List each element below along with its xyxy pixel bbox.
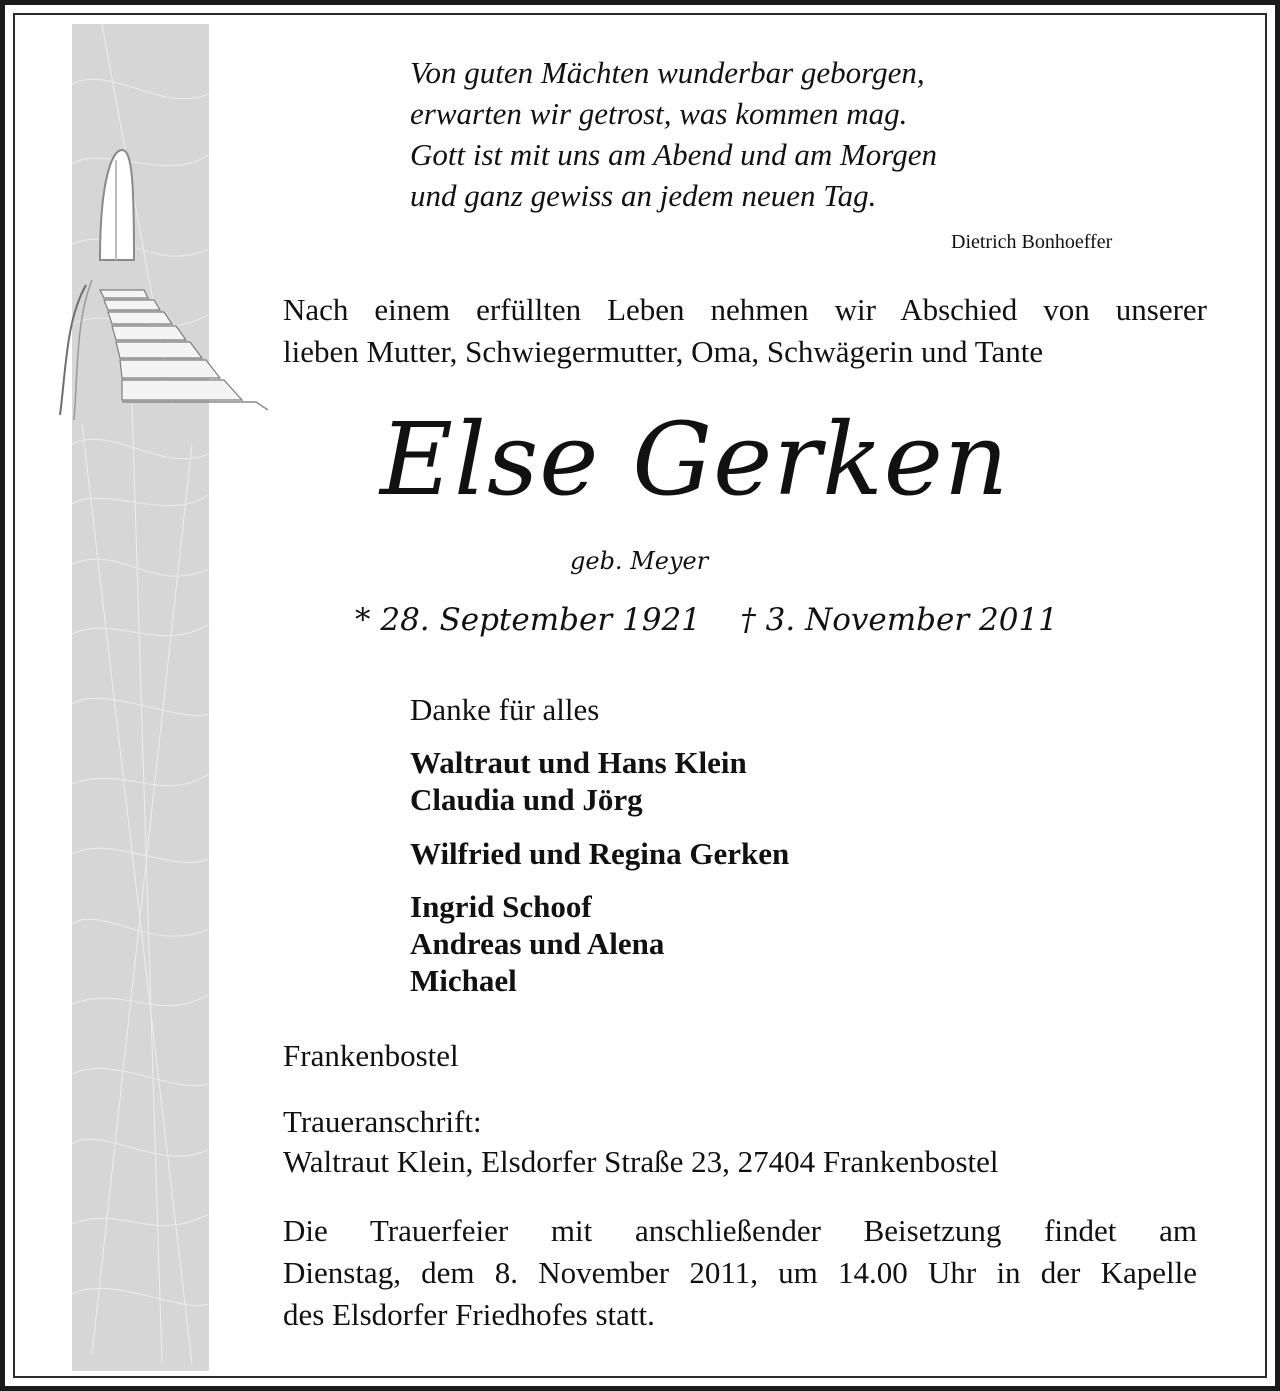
family-member: Ingrid Schoof [410,889,592,924]
family-group [410,888,664,999]
poem-line: erwarten wir getrost, was kommen mag. [410,96,908,131]
ceremony-line: Die Trauerfeier mit anschließender Beisetzung findet am [283,1213,1197,1248]
ceremony-info [283,1210,1197,1336]
address-value: Waltraut Klein, Elsdorfer Straße 23, 27404 Frankenbostel [283,1144,999,1179]
family-member: Claudia und Jörg [410,782,643,817]
intro-line: Nach einem erfüllten Leben nehmen wir Abschied von unserer [283,292,1207,327]
poem-line: Gott ist mit uns am Abend und am Morgen [410,137,937,172]
family-member: Andreas und Alena [410,926,665,961]
maiden-name: geb. Meyer [570,547,709,575]
place-name: Frankenbostel [283,1038,459,1073]
poem-line: und ganz gewiss an jedem neuen Tag. [410,178,877,213]
poem-author: Dietrich Bonhoeffer [951,231,1113,253]
family-group [410,835,789,872]
family-member: Waltraut und Hans Klein [410,745,747,780]
life-dates: * 28. September 1921 † 3. November 2011 [355,602,1058,638]
poem [410,52,937,216]
family-member: Michael [410,963,517,998]
stairway-icon [56,140,268,440]
deceased-name: Else Gerken [380,401,1010,518]
ceremony-line: des Elsdorfer Friedhofes statt. [283,1297,655,1332]
thanks-line: Danke für alles [410,692,600,727]
family-group [410,744,747,818]
mourning-address [283,1102,999,1182]
ceremony-line: Dienstag, dem 8. November 2011, um 14.00 Uhr in der Kapelle [283,1255,1197,1290]
poem-line: Von guten Mächten wunderbar geborgen, [410,55,925,90]
intro-line: lieben Mutter, Schwiegermutter, Oma, Schwägerin und Tante [283,334,1044,369]
address-label: Traueranschrift: [283,1104,482,1139]
family-member: Wilfried und Regina Gerken [410,836,790,871]
intro-text [283,289,1207,373]
